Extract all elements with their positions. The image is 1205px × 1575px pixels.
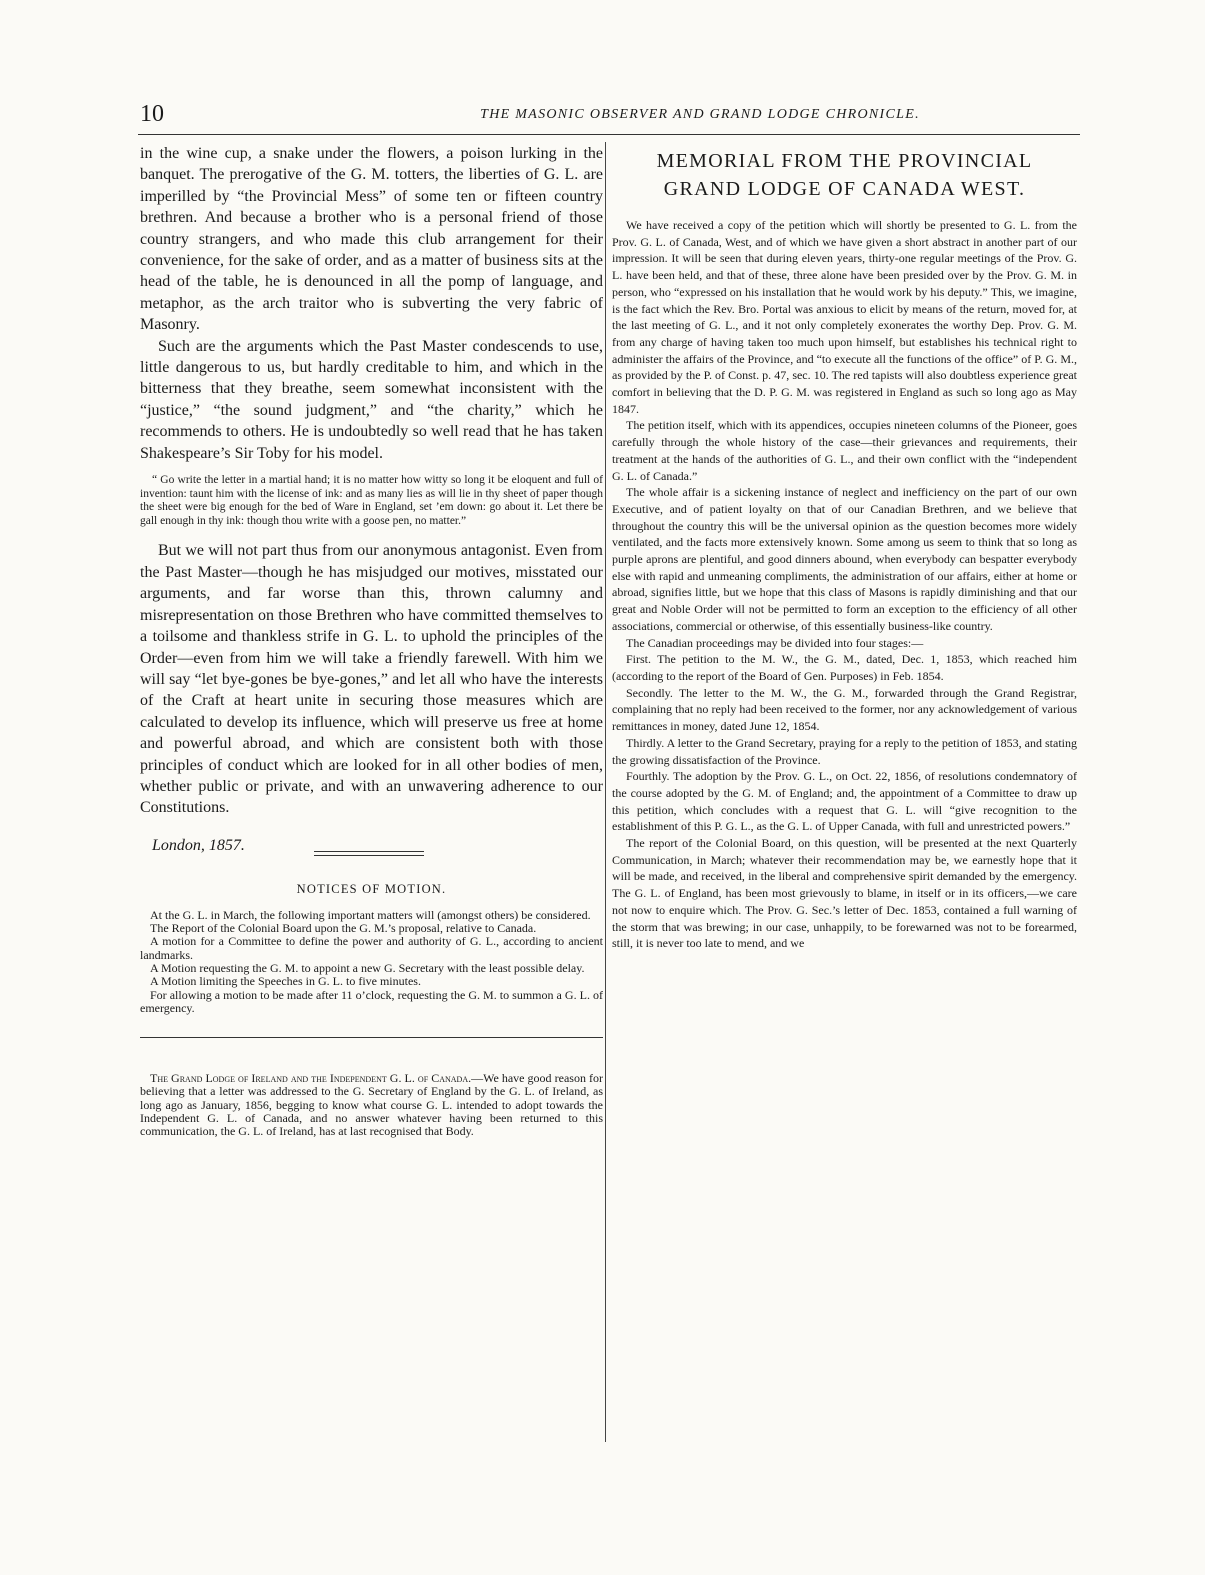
column-divider [605, 142, 606, 1442]
shakespeare-quote: “ Go write the letter in a martial hand; it is no matter how witty so long it be eloquent and full of invention: taunt him with the license of ink: and as many lies as will lie in thy sheet of paper though the sheet were big enough for the bed of Ware in England, set ’em down: go about it. Let there be gall enough in thy ink: though thou write with a goose pen, no matter.” [140, 474, 603, 527]
right-paragraph: First. The petition to the M. W., the G. M., dated, Dec. 1, 1853, which reached him (according to the report of the Board of Gen. Purposes) in Feb. 1854. [612, 652, 1077, 683]
notice-item: The Report of the Colonial Board upon the G. M.’s proposal, relative to Canada. [150, 921, 537, 936]
ireland-item [140, 1072, 603, 1138]
notices-title: NOTICES OF MOTION. [296, 881, 447, 896]
page-number: 10 [140, 101, 164, 127]
header-rule [138, 134, 1080, 135]
notice-item: A Motion limiting the Speeches in G. L. to five minutes. [150, 974, 421, 989]
notice-item: For allowing a motion to be made after 11 o’clock, requesting the G. M. to summon a G. L. of emergency. [140, 987, 603, 1015]
left-column [140, 143, 603, 1139]
right-column [612, 143, 1077, 952]
signoff: London, 1857. [152, 836, 245, 854]
right-paragraph: Fourthly. The adoption by the Prov. G. L., on Oct. 22, 1856, of resolutions condemnatory of the course adopted by the G. M. of England; and, the appointment of a Committee to draw up this petition, which concludes with a request that G. L. will “give recognition to the establishment of this P. G. L., as the G. L. of Upper Canada, with full and unrestricted powers.” [612, 769, 1077, 834]
notices-list [140, 909, 603, 1015]
ireland-paragraph [140, 1072, 603, 1138]
notice-item: At the G. L. in March, the following important matters will (amongst others) be considered. [150, 907, 591, 922]
right-paragraph: The report of the Colonial Board, on this question, will be presented at the next Quarterly Communication, in March; whatever their recommendation may be, we earnestly hope that it will be made, and received, in the liberal and comprehensive spirit demanded by the emergency. The G. L. of England, has been most grievously to blame, in itself or in its officers,—we care not now to enquire which. The Prov. G. Sec.’s letter of Dec. 1853, contained a full warning of the storm that was brewing; in our case, unhappily, to be forewarned was not to be forearmed, still, it is never too late to mend, and we [612, 836, 1077, 951]
right-paragraph: The Canadian proceedings may be divided into four stages:— [626, 635, 924, 650]
notice-item: A motion for a Committee to define the power and authority of G. L., according to ancient landmarks. [140, 934, 603, 962]
section-rule [140, 1037, 603, 1038]
notice-item: A Motion requesting the G. M. to appoint a new G. Secretary with the least possible delay. [150, 960, 585, 975]
right-paragraph: We have received a copy of the petition which will shortly be presented to G. L. from the Prov. G. L. of Canada, West, and of which we have given a short abstract in another part of our impression. It will be seen that during eleven years, thirty-one regular meetings of the Prov. G. L. have been held, and that of these, three alone have been presided over by the Prov. G. M. in person, who “expressed on his installation that he would work by his deputy.” This, we imagine, is the fact which the Rev. Bro. Portal was anxious to elicit by means of the return, moved for, at the last meeting of G. L., and it not only completely exonerates the worthy Dep. Prov. G. M. from any charge of having taken too much upon himself, but establishes his technical right to administer the affairs of the Province, and “to execute all the functions of the office” of P. G. M., as provided by the P. of Const. p. 47, sec. 10. The red tapists will also doubtless experience great comfort in believing that the D. P. G. M. was registered in England as such so long ago as May 1847. [612, 218, 1077, 416]
ireland-text: —We have good reason for believing that a letter was addressed to the G. Secretary of England by the G. L. of Ireland, as long ago as January, 1856, begging to know what course G. L. intended to adopt towards the Independent G. L. of Canada, and no answer whatever having been returned to this communication, the G. L. of Ireland, has at last recognised that Body. [140, 1071, 603, 1139]
memorial-title: MEMORIAL FROM THE PROVINCIAL GRAND LODGE OF CANADA WEST. [656, 150, 1033, 200]
right-paragraph: The whole affair is a sickening instance of neglect and inefficiency on the part of our own Executive, and of patient loyalty on that of our Canadian Brethren, and we believe that throughout the country this will be the universal opinion as the question becomes more widely ventilated, and the facts more extensively known. Some among us seem to think that so long as purple aprons are plentiful, and good dinners abound, when everybody can bespatter everybody else with rapid and unmeaning compliments, the administration of our affairs, either at home or abroad, signifies little, but we hope that this class of Masons is rapidly diminishing and that our great and Noble Order will not be permitted to form an exception to the efficiency of all other associations, commercial or otherwise, of this essentially business-like country. [612, 485, 1077, 633]
left-paragraph-1: in the wine cup, a snake under the flowers, a poison lurking in the banquet. The prerogative of the G. M. totters, the liberties of G. L. are imperilled by “the Provincial Mess” of some ten or fifteen country brethren. And because a brother who is a personal friend of those country strangers, and who made this club arrangement for their convenience, for the sake of order, and as a matter of business sits at the head of the table, he is denounced in all the pomp of language, and metaphor, as the arch traitor who is subverting the very fabric of Masonry. [140, 145, 603, 334]
running-head: THE MASONIC OBSERVER AND GRAND LODGE CHRONICLE. [480, 107, 920, 122]
right-paragraph: Thirdly. A letter to the Grand Secretary, praying for a reply to the petition of 1853, and stating the growing dissatisfaction of the Province. [612, 735, 1077, 767]
right-paragraph: The petition itself, which with its appendices, occupies nineteen columns of the Pioneer, goes carefully through the whole history of the case—their grievances and requirements, their treatment at the hands of the authorities of G. L., and their own conflict with the “independent G. L. of Canada.” [612, 418, 1077, 483]
left-paragraph-2: Such are the arguments which the Past Master condescends to use, little dangerous to us, but hardly creditable to him, and which in the bitterness that they breathe, seem somewhat inconsistent with the “justice,” “the sound judgment,” and “the charity,” which he recommends to others. He is undoubtedly so well read that he has taken Shakespeare’s Sir Toby for his model. [140, 337, 603, 462]
left-paragraph-3: But we will not part thus from our anonymous antagonist. Even from the Past Master—though he has misjudged our motives, misstated our arguments, and far worse than this, thrown calumny and misrepresentation on those Brethren who have committed themselves to a toilsome and thankless strife in G. L. to uphold the principles of the Order—even from him we will take a friendly farewell. With him we will say “let bye-gones be bye-gones,” and let all who have the interests of the Craft at heart unite in securing those measures which are calculated to develop its influence, which will preserve us free at home and powerful abroad, and which are consistent both with those principles of conduct which are looked for in all other bodies of men, whether public or private, and with an unwavering adherence to our Constitutions. [140, 542, 603, 817]
page-header [138, 100, 1080, 132]
ireland-heading: The Grand Lodge of Ireland and the Independent G. L. of Canada. [150, 1071, 472, 1086]
right-paragraph: Secondly. The letter to the M. W., the G. M., forwarded through the Grand Registrar, complaining that no reply had been received to the former, nor any acknowledgement of various remittances in money, dated June 12, 1854. [612, 685, 1077, 734]
ornament-rule [314, 851, 424, 856]
